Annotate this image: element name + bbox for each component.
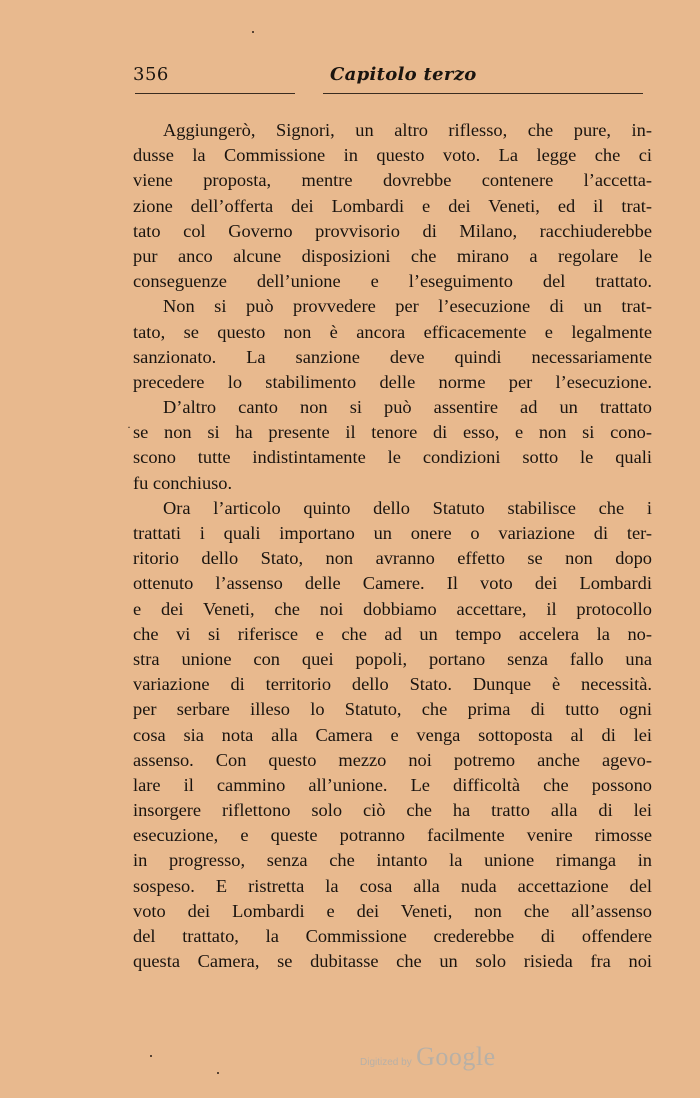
page-speck (150, 1055, 152, 1057)
text-line: trattati i quali importano un onere o variazione di ter- (133, 523, 652, 543)
text-line: questa Camera, se dubitasse che un solo risieda fra noi (133, 951, 652, 972)
header-rule-right (323, 93, 643, 94)
text-line: sospeso. E ristretta la cosa alla nuda accettazione del (133, 875, 652, 896)
text-line: viene proposta, mentre dovrebbe contenere l’accetta- (133, 170, 652, 191)
header-rule-left (135, 93, 295, 94)
page-number: 356 (133, 64, 169, 85)
text-line: lare il cammino all’unione. Le difficoltà che possono (133, 774, 652, 795)
text-line: Aggiungerò, Signori, un altro riflesso, che pure, in- (163, 120, 652, 140)
running-head: Capitolo terzo (330, 64, 477, 85)
margin-mark: ˙ (126, 425, 132, 439)
digitized-by-label: Digitized by (360, 1057, 412, 1068)
text-line: ottenuto l’assenso delle Camere. Il voto dei Lombardi (133, 573, 652, 594)
text-line: esecuzione, e queste potranno facilmente venire rimosse (133, 825, 652, 846)
text-line: sanzionato. La sanzione deve quindi necessariamente (133, 346, 652, 367)
text-line: dusse la Commissione in questo voto. La legge che ci (133, 145, 652, 166)
text-line: del trattato, la Commissione crederebbe di offendere (133, 926, 652, 946)
text-line: che vi si riferisce e che ad un tempo accelera la no- (133, 623, 652, 644)
page-speck (217, 1072, 219, 1074)
text-line: zione dell’offerta dei Lombardi e dei Veneti, ed il trat- (133, 195, 652, 216)
text-line: cosa sia nota alla Camera e venga sottoposta al di lei (133, 724, 652, 745)
text-line: per serbare illeso lo Statuto, che prima di tutto ogni (133, 699, 652, 720)
text-line: precedere lo stabilimento delle norme per l’esecuzione. (133, 371, 652, 392)
text-line: fu conchiuso. (133, 472, 233, 493)
text-line: pur anco alcune disposizioni che mirano a regolare le (133, 245, 652, 266)
body-text (133, 118, 652, 974)
text-line: in progresso, senza che intanto la unione rimanga in (133, 850, 652, 871)
text-line: e dei Veneti, che noi dobbiamo accettare, il protocollo (133, 598, 652, 619)
text-line: se non si ha presente il tenore di esso, e non si cono- (133, 422, 652, 443)
google-digitized-credit (360, 1042, 496, 1072)
text-line: voto dei Lombardi e dei Veneti, non che all’assenso (133, 900, 652, 921)
text-line: scono tutte indistintamente le condizioni sotto le quali (133, 447, 652, 468)
text-line: stra unione con quei popoli, portano senza fallo una (133, 648, 652, 669)
text-line: tato, se questo non è ancora efficacemente e legalmente (133, 321, 652, 342)
text-line: conseguenze dell’unione e l’eseguimento del trattato. (133, 271, 652, 292)
text-line: assenso. Con questo mezzo noi potremo anche agevo- (133, 749, 652, 770)
text-line: insorgere riflettono solo ciò che ha tratto alla di lei (133, 800, 652, 821)
text-line: Non si può provvedere per l’esecuzione di un trat- (163, 296, 652, 317)
text-line: tato col Governo provvisorio di Milano, racchiuderebbe (133, 220, 652, 241)
text-line: variazione di territorio dello Stato. Dunque è necessità. (133, 674, 652, 695)
text-line: D’altro canto non si può assentire ad un trattato (163, 397, 652, 418)
google-logo: Google (416, 1042, 496, 1071)
text-line: Ora l’articolo quinto dello Statuto stabilisce che i (163, 497, 652, 518)
page-speck (252, 31, 254, 33)
text-line: ritorio dello Stato, non avranno effetto se non dopo (133, 548, 652, 569)
